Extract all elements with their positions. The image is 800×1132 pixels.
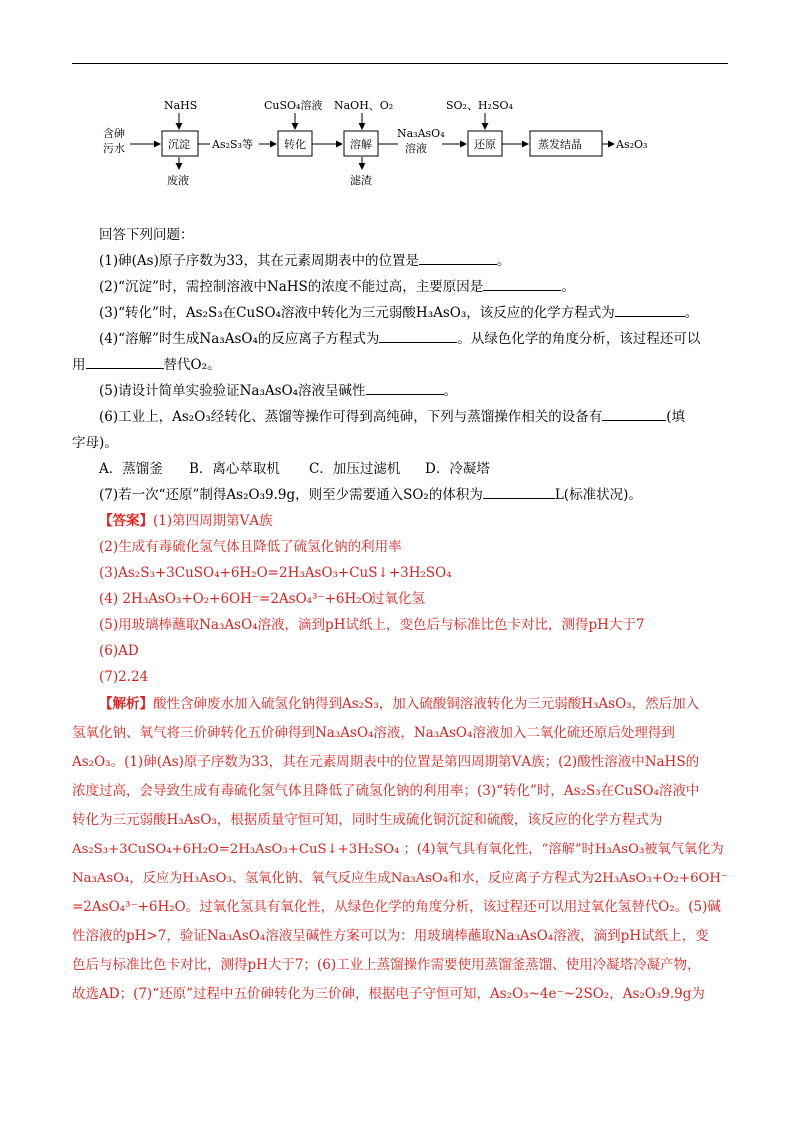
question-5: (5)请设计简单实验验证Na₃AsO₄溶液呈碱性 。 [99, 383, 458, 399]
intro: 回答下列问题： [99, 227, 194, 243]
option-c: C．加压过滤机 [309, 461, 401, 477]
intermediate-solution: 溶液 [405, 142, 427, 155]
option-a: A．蒸馏釜 [99, 461, 163, 477]
answer-blank-3 [615, 316, 685, 317]
answer-7: (7)2.24 [99, 669, 149, 685]
analysis-line-9: 性溶液的pH>7，验证Na₃AsO₄溶液呈碱性方案可以为：用玻璃棒蘸取Na₃AsO₄溶液，滴到pH试纸上，变 [72, 928, 709, 944]
answer-blank-5 [366, 394, 444, 395]
answer-5: (5)用玻璃棒蘸取Na₃AsO₄溶液，滴到pH试纸上，变色后与标准比色卡对比，测得pH大于7 [99, 617, 645, 633]
answer-3: (3)As₂S₃+3CuSO₄+6H₂O=2H₃AsO₃+CuS↓+3H₂SO₄ [99, 565, 452, 581]
question-4-text-c: 用 [72, 357, 86, 373]
reagent-naoh-o2: NaOH、O₂ [334, 99, 394, 112]
answer-blank-2 [483, 290, 561, 291]
question-5-text: (5)请设计简单实验验证Na₃AsO₄溶液呈碱性 [99, 383, 366, 399]
answer-blank-1 [419, 264, 497, 265]
analysis-line-3: As₂O₃。(1)砷(As)原子序数为33，其在元素周期表中的位置是第四周期第ⅤA族；(2)酸性溶液中NaHS的 [72, 754, 700, 770]
box-dissolve-label: 溶解 [350, 138, 372, 151]
analysis-line-7: Na₃AsO₄，反应为H₃AsO₃、氢氧化钠、氧气反应生成Na₃AsO₄和水，反应离子方程式为2H₃AsO₃+O₂+6OH⁻ [72, 871, 728, 886]
output-filter-residue: 滤渣 [350, 174, 372, 187]
output-waste-liquid: 废液 [167, 174, 189, 187]
question-4 [72, 326, 728, 352]
answer-4 [72, 586, 728, 612]
intermediate-na3aso4: Na₃AsO₄ [397, 127, 445, 140]
intermediate-as2s3: As₂S₃等 [212, 138, 253, 151]
question-7-text-b: L(标准状况)。 [554, 487, 642, 503]
option-d: D．冷凝塔 [425, 461, 490, 477]
answer-blank-4a [379, 342, 457, 343]
process-flowchart [100, 95, 700, 195]
answer-6: (6)AD [99, 643, 139, 659]
answer-1-text: (1)第四周期第ⅤA族 [153, 513, 273, 529]
reagent-nahs: NaHS [164, 99, 198, 112]
analysis-line-10: 色后与标准比色卡对比，测得pH大于7；(6)工业上蒸馏操作需要使用蒸馏釜蒸馏、使用冷凝塔冷凝产物， [72, 957, 701, 973]
analysis-label: 【解析】 [99, 696, 153, 712]
question-1-text: (1)砷(As)原子序数为33，其在元素周期表中的位置是 [99, 253, 420, 269]
answer-4-reagent: 过氧化氢 [371, 591, 425, 607]
analysis-line-11: 故选AD；(7)“还原”过程中五价砷转化为三价砷，根据电子守恒可知，As₂O₃~4e⁻~2SO₂，As₂O₃9.9g为 [72, 986, 705, 1002]
reagent-so2-h2so4: SO₂、H₂SO₄ [446, 99, 513, 112]
question-6-text-b: (填 [666, 409, 685, 425]
question-2: (2)“沉淀”时，需控制溶液中NaHS的浓度不能过高，主要原因是 。 [99, 279, 575, 295]
question-4-text-b: 。从绿色化学的角度分析，该过程还可以 [457, 331, 701, 347]
question-6-continued: 字母)。 [72, 435, 118, 451]
box-reduce-label: 还原 [474, 138, 496, 151]
analysis-line-1-text: 酸性含砷废水加入硫氢化钠得到As₂S₃，加入硫酸铜溶液转化为三元弱酸H₃AsO₃，然后加入 [153, 696, 700, 712]
question-4-text-d: 替代O₂。 [163, 357, 221, 373]
answer-4-equation: (4) 2H₃AsO₃+O₂+6OH⁻=2AsO₄³⁻+6H₂O [99, 591, 373, 607]
analysis-line-4: 浓度过高，会导致生成有毒硫化氢气体且降低了硫氢化钠的利用率；(3)“转化”时，As₂S₃在CuSO₄溶液中 [72, 783, 700, 799]
analysis-line-2: 氢氧化钠、氧气将三价砷转化五价砷得到Na₃AsO₄溶液，Na₃AsO₄溶液加入二氧化硫还原后处理得到 [72, 725, 675, 741]
analysis-line-1 [72, 690, 728, 719]
question-7 [72, 482, 728, 508]
question-3: (3)“转化”时，As₂S₃在CuSO₄溶液中转化为三元弱酸H₃AsO₃，该反应的化学方程式为 。 [99, 305, 699, 321]
product-as2o3: As₂O₃ [616, 138, 648, 151]
box-evaporate-label: 蒸发结晶 [538, 138, 582, 151]
answer-1 [72, 508, 728, 534]
flow-input-line1: 含砷 [103, 127, 125, 140]
answer-blank-6 [602, 420, 666, 421]
header-rule [72, 63, 728, 64]
analysis-line-5: 转化为三元弱酸H₃AsO₃，根据质量守恒可知，同时生成硫化铜沉淀和硫酸，该反应的化学方程式为 [72, 812, 663, 828]
question-4-text-a: (4)“溶解”时生成Na₃AsO₄的反应离子方程式为 [99, 331, 380, 347]
analysis-line-8: =2AsO₄³⁻+6H₂O。过氧化氢具有氧化性，从绿色化学的角度分析，该过程还可以用过氧化氢替代O₂。(5)碱 [72, 899, 721, 915]
question-6-text-a: (6)工业上，As₂O₃经转化、蒸馏等操作可得到高纯砷，下列与蒸馏操作相关的设备有 [99, 409, 603, 425]
analysis-line-6: As₂S₃+3CuSO₄+6H₂O=2H₃AsO₃+CuS↓+3H₂SO₄ ；(4)氧气具有氧化性，“溶解”时H₃AsO₃被氧气氧化为 [72, 842, 724, 857]
question-3-text: (3)“转化”时，As₂S₃在CuSO₄溶液中转化为三元弱酸H₃AsO₃，该反应的化学方程式为 [99, 305, 615, 321]
reagent-cuso4: CuSO₄溶液 [264, 99, 323, 112]
question-6 [72, 404, 728, 430]
question-4-continued [72, 352, 728, 378]
box-precipitate-label: 沉淀 [168, 138, 190, 151]
question-2-text: (2)“沉淀”时，需控制溶液中NaHS的浓度不能过高，主要原因是 [99, 279, 484, 295]
answer-label: 【答案】 [99, 513, 153, 529]
option-b: B．离心萃取机 [189, 461, 280, 477]
question-content [72, 222, 728, 1009]
flow-input-line2: 污水 [103, 142, 125, 155]
question-1: (1)砷(As)原子序数为33，其在元素周期表中的位置是 。 [99, 253, 511, 269]
question-6-options [72, 456, 728, 482]
answer-blank-7 [483, 498, 555, 499]
question-7-text-a: (7)若一次“还原”制得As₂O₃9.9g，则至少需要通入SO₂的体积为 [99, 487, 483, 503]
box-transform-label: 转化 [284, 138, 306, 151]
answer-blank-4b [86, 368, 164, 369]
answer-2: (2)生成有毒硫化氢气体且降低了硫氢化钠的利用率 [99, 539, 402, 555]
